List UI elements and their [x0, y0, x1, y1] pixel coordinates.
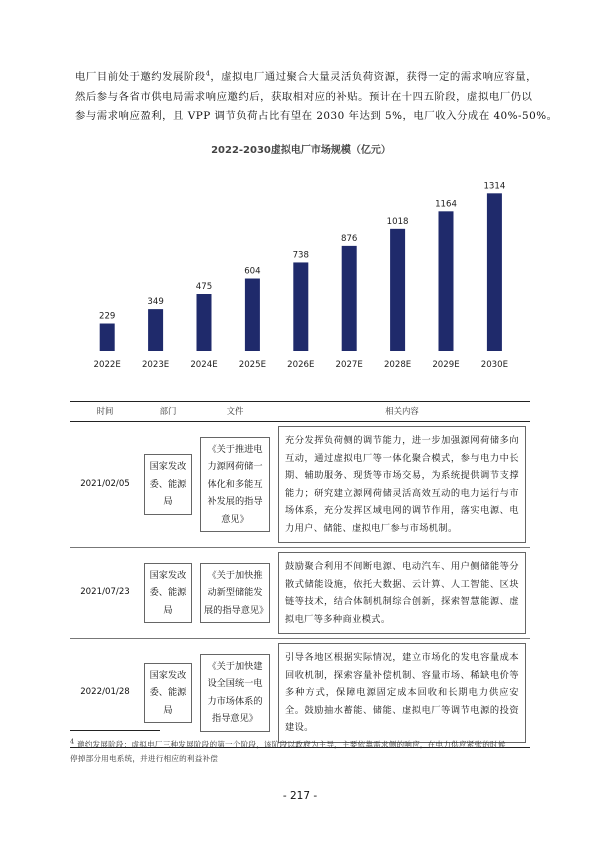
cell-dept	[140, 422, 196, 548]
x-tick-label: 2028E	[383, 360, 412, 370]
header-content: 相关内容	[274, 402, 530, 422]
cell-content	[274, 548, 530, 639]
cell-doc	[196, 422, 274, 548]
footnote-ref[interactable]: 4	[205, 69, 211, 78]
paragraph-line-2: 然后参与各省市供电局需求响应邀约后，获取相对应的补贴。预计在十四五阶段，虚拟电厂仍以	[75, 90, 533, 103]
footnote-text: 邀约发展阶段：虚拟电厂三种发展阶段的第一个阶段，该阶段以政府为主导，主要依靠需求侧的响应，在电力供应紧张的时候	[76, 740, 506, 749]
dept-box: 国家发改委、能源局	[144, 663, 192, 724]
cell-time: 2021/07/23	[70, 548, 140, 639]
bar-value-label: 475	[195, 282, 213, 292]
x-tick-label: 2027E	[335, 360, 363, 370]
bar-2024E	[197, 294, 212, 351]
bar-2029E	[439, 211, 454, 351]
x-tick-label: 2025E	[238, 360, 267, 370]
header-dept: 部门	[140, 402, 196, 422]
chart-title: 2022-2030虚拟电厂市场规模（亿元）	[211, 145, 391, 156]
paragraph-line-3: 参与需求响应盈利，且 VPP 调节负荷占比有望在 2030 年达到 5%，电厂收入分成在 40%-50%。	[75, 110, 558, 122]
cell-doc	[196, 639, 274, 748]
x-tick-label: 2022E	[93, 360, 121, 370]
bar-value-label: 349	[147, 297, 164, 308]
content-box: 充分发挥负荷侧的调节能力，进一步加强源网荷储多向互动，通过虚拟电厂等一体化聚合模式，参与电力中长期、辅助服务、现货等市场交易，为系统提供调节支撑能力；研究建立源网荷储灵活高效互动的电力运行与市场体系，充分发挥区域电网的调节作用，落实电源、电力用户、储能、虚拟电厂参与市场机制。	[278, 426, 526, 543]
header-time: 时间	[70, 402, 140, 422]
dept-box: 国家发改委、能源局	[144, 454, 192, 515]
cell-content	[274, 422, 530, 548]
bar-value-label: 1314	[483, 181, 506, 192]
cell-content	[274, 639, 530, 748]
bar-2030E	[487, 193, 502, 351]
doc-box: 《关于推进电力源网荷储一体化和多能互补发展的指导意见》	[200, 437, 270, 533]
footnote-divider	[70, 730, 160, 731]
bar-value-label: 229	[98, 311, 116, 322]
paragraph-text: ，虚拟电厂通过聚合大量灵活负荷资源，获得一定的需求响应容量，	[210, 71, 538, 83]
table-header-row	[70, 402, 530, 422]
x-tick-label: 2023E	[141, 360, 170, 370]
bar-2022E	[100, 324, 115, 351]
x-tick-label: 2024E	[190, 360, 218, 370]
page-number: - 217 -	[282, 790, 318, 802]
header-doc: 文件	[196, 402, 274, 422]
content-box: 引导各地区根据实际情况，建立市场化的发电容量成本回收机制，探索容量补偿机制、容量市场、稀缺电价等多种方式，保障电源固定成本回收和长期电力供应安全。鼓励抽水蓄能、储能、虚拟电厂等调节电源的投资建设。	[278, 643, 526, 743]
paragraph-line-1	[75, 68, 538, 88]
body-paragraph	[75, 68, 558, 127]
bar-value-label: 1018	[386, 216, 409, 227]
content-box: 鼓励聚合利用不间断电源、电动汽车、用户侧储能等分散式储能设施，依托大数据、云计算、人工智能、区块链等技术，结合体制机制综合创新，探索智慧能源、虚拟电厂等多种商业模式。	[278, 552, 526, 634]
table-row	[70, 422, 530, 548]
dept-box: 国家发改委、能源局	[144, 563, 192, 624]
cell-time: 2022/01/28	[70, 639, 140, 748]
cell-doc	[196, 548, 274, 639]
x-tick-label: 2030E	[480, 360, 509, 370]
bar-2027E	[342, 246, 357, 351]
bar-2028E	[390, 229, 405, 351]
cell-time: 2021/02/05	[70, 422, 140, 548]
footnote-line-2: 停掉部分用电系统，并进行相应的利益补偿	[70, 754, 219, 763]
bar-2026E	[293, 262, 308, 351]
paragraph-text: 电厂目前处于邀约发展阶段	[75, 71, 206, 83]
bar-value-label: 876	[340, 233, 358, 244]
market-size-bar-chart	[75, 155, 527, 375]
table-row	[70, 548, 530, 639]
footnote	[70, 738, 532, 766]
bar-value-label: 1164	[435, 199, 457, 210]
bar-value-label: 738	[292, 250, 310, 261]
cell-dept	[140, 548, 196, 639]
bar-value-label: 604	[244, 266, 261, 277]
x-tick-label: 2026E	[287, 360, 315, 370]
doc-box: 《关于加快推动新型储能发展的指导意见》	[200, 563, 270, 624]
x-tick-label: 2029E	[432, 360, 460, 370]
footnote-line-1	[70, 738, 532, 752]
bar-2023E	[148, 309, 163, 351]
bar-2025E	[245, 279, 260, 351]
doc-box: 《关于加快建设全国统一电力市场体系的指导意见》	[200, 654, 270, 732]
policy-table	[70, 401, 530, 748]
footnote-mark: 4	[70, 737, 75, 746]
